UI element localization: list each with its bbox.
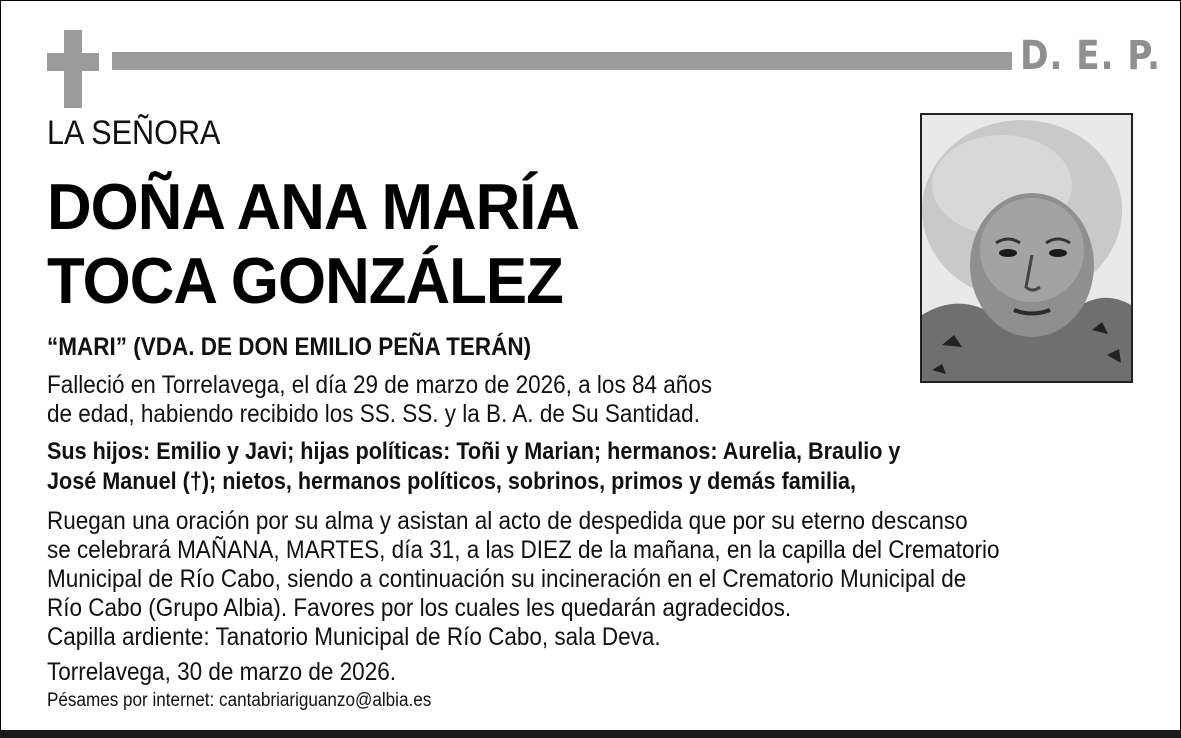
family-line: Sus hijos: Emilio y Javi; hijas políticas: Toñi y Marian; hermanos: Aurelia, Braulio y — [47, 438, 901, 465]
pre-title: LA SEÑORA — [47, 114, 221, 152]
request-line: Ruegan una oración por su alma y asistan al acto de despedida que por su eterno descanso — [47, 507, 968, 535]
request-line: Río Cabo (Grupo Albia). Favores por los cuales les quedarán agradecidos. — [47, 594, 792, 622]
bottom-rule — [0, 730, 1181, 738]
header-rule — [112, 52, 1012, 70]
deceased-name-line-2: TOCA GONZÁLEZ — [47, 244, 563, 317]
family-line: José Manuel (†); nietos, hermanos políticos, sobrinos, primos y demás familia, — [47, 468, 857, 495]
chapel-line: Capilla ardiente: Tanatorio Municipal de Río Cabo, sala Deva. — [47, 623, 661, 651]
death-line: Falleció en Torrelavega, el día 29 de marzo de 2026, a los 84 años — [47, 371, 713, 399]
deceased-name-line-1: DOÑA ANA MARÍA — [47, 170, 580, 243]
request-line: se celebrará MAÑANA, MARTES, día 31, a las DIEZ de la mañana, en la capilla del Crematorio — [47, 536, 1000, 564]
death-line: de edad, habiendo recibido los SS. SS. y la B. A. de Su Santidad. — [47, 400, 700, 428]
request-line: Municipal de Río Cabo, siendo a continuación su incineración en el Crematorio Municipal de — [47, 565, 967, 593]
portrait-photo — [920, 113, 1133, 383]
cross-icon — [47, 30, 99, 108]
condolences-line: Pésames por internet: cantabriariguanzo@albia.es — [47, 690, 432, 711]
nickname-line: “MARI” (VDA. DE DON EMILIO PEÑA TERÁN) — [47, 333, 532, 361]
dep-label: D. E. P. — [1020, 33, 1161, 79]
date-line: Torrelavega, 30 de marzo de 2026. — [47, 658, 396, 686]
